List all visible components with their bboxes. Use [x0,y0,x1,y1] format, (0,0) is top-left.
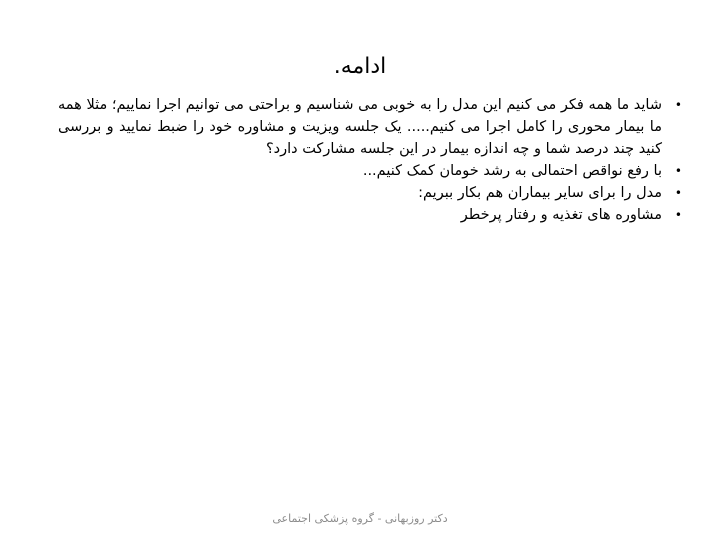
bullet-icon: • [674,98,682,112]
list-item [58,160,684,182]
list-item [58,94,684,160]
list-item [58,182,684,204]
bullet-list [58,94,684,226]
bullet-text: مدل را برای سایر بیماران هم بکار ببریم: [418,185,662,201]
bullet-text: شاید ما همه فکر می کنیم این مدل را به خوبی می شناسیم و براحتی می توانیم اجرا نماییم؛ مثلا همه ما بیمار محوری را کامل اجرا می کنیم..... یک جلسه ویزیت و مشاوره خود را ضبط نمایید و بررسی کنید چند درصد شما و چه اندازه بیمار در این جلسه مشارکت دارد؟ [58,97,662,157]
slide-title: ادامه. [333,54,387,79]
bullet-text: مشاوره های تغذیه و رفتار پرخطر [460,207,662,223]
list-item [58,204,684,226]
slide-body [58,94,684,226]
bullet-icon: • [674,164,682,178]
bullet-icon: • [674,186,682,200]
slide-footer: دکتر روزبهانی - گروه پزشکی اجتماعی [272,512,448,525]
bullet-text: با رفع نواقص احتمالی به رشد خومان کمک کنیم... [362,163,662,179]
bullet-icon: • [674,208,682,222]
